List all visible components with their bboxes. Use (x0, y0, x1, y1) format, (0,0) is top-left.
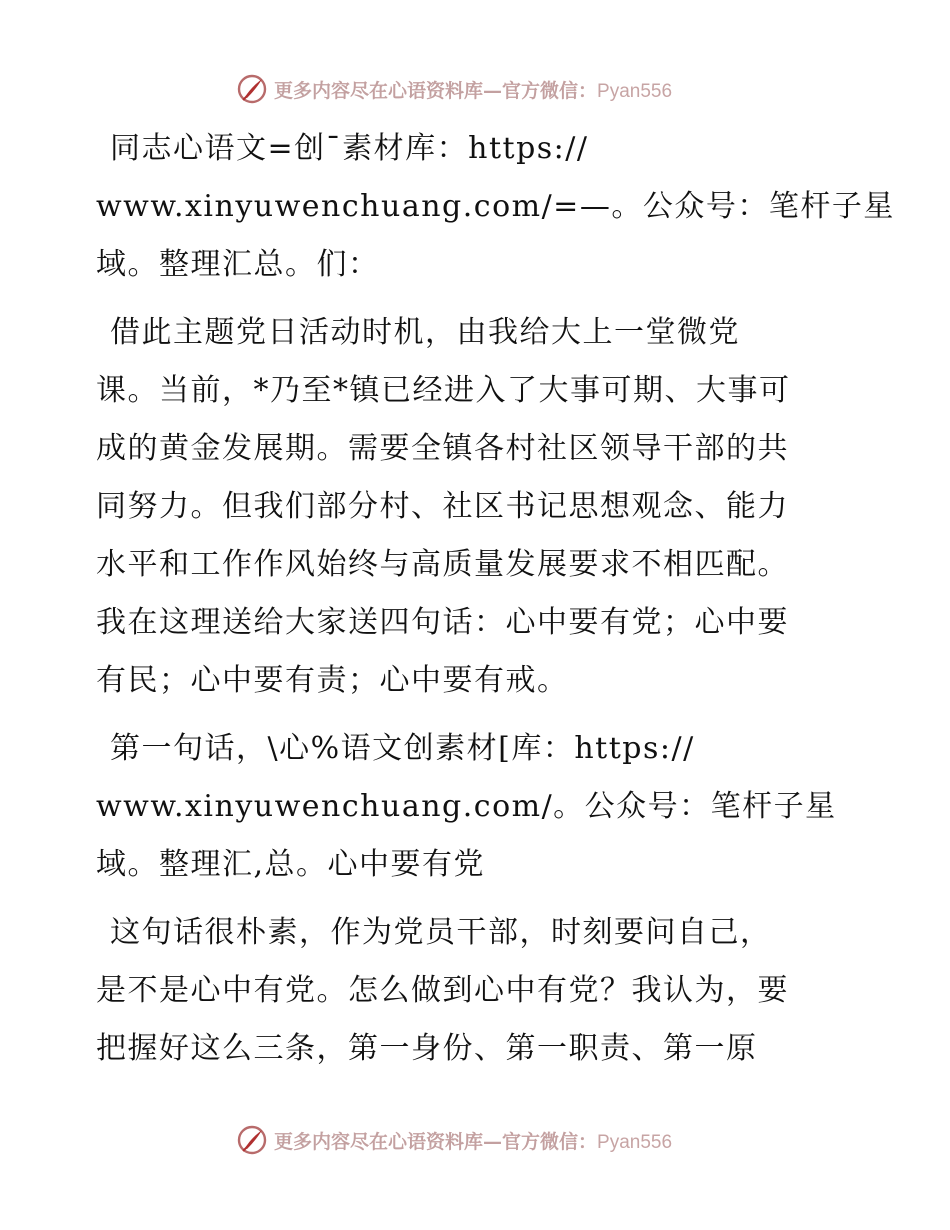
header-watermark-banner (236, 72, 756, 106)
footer-watermark-banner (236, 1123, 756, 1157)
text-line: 借此主题党日活动时机，由我给大上一堂微党 (110, 315, 740, 350)
paragraph-3 (96, 720, 856, 894)
banner-slogan: 更多内容尽在心语资料库—官方微信： (274, 1130, 598, 1153)
feather-pen-logo-icon (236, 1124, 268, 1156)
text-line: 我在这理送给大家送四句话：心中要有党；心中要 (96, 605, 789, 640)
banner-text (274, 1127, 672, 1154)
banner-text (274, 76, 672, 103)
text-line: 成的黄金发展期。需要全镇各村社区领导干部的共 (96, 431, 789, 466)
text-line: 水平和工作作风始终与高质量发展要求不相匹配。 (96, 547, 789, 582)
wechat-id: Pyan556 (597, 80, 673, 102)
text-line: 域。整理汇总。们： (96, 247, 380, 282)
text-line: 是不是心中有党。怎么做到心中有党？我认为，要 (96, 973, 789, 1008)
text-line: 这句话很朴素，作为党员干部，时刻要问自己， (110, 915, 772, 950)
wechat-id: Pyan556 (597, 1131, 673, 1153)
text-line: 同志心语文=创¯素材库：https:// (110, 131, 589, 166)
paragraph-2 (96, 304, 856, 710)
text-line: 有民；心中要有责；心中要有戒。 (96, 663, 569, 698)
text-line: 同努力。但我们部分村、社区书记思想观念、能力 (96, 489, 789, 524)
text-line: www.xinyuwenchuang.com/=—。公众号：笔杆子星 (96, 189, 895, 224)
paragraph-4 (96, 904, 856, 1078)
document-body (96, 120, 895, 1078)
text-line: 第一句话，\心%语文创素材[库：https:// (110, 731, 695, 766)
paragraph-1 (96, 120, 895, 294)
text-line: www.xinyuwenchuang.com/。公众号：笔杆子星 (96, 789, 837, 824)
banner-slogan: 更多内容尽在心语资料库—官方微信： (274, 79, 598, 102)
text-line: 域。整理汇,总。心中要有党 (96, 847, 486, 882)
text-line: 把握好这么三条，第一身份、第一职责、第一原 (96, 1031, 758, 1066)
text-line: 课。当前，*乃至*镇已经进入了大事可期、大事可 (96, 373, 791, 408)
feather-pen-logo-icon (236, 73, 268, 105)
